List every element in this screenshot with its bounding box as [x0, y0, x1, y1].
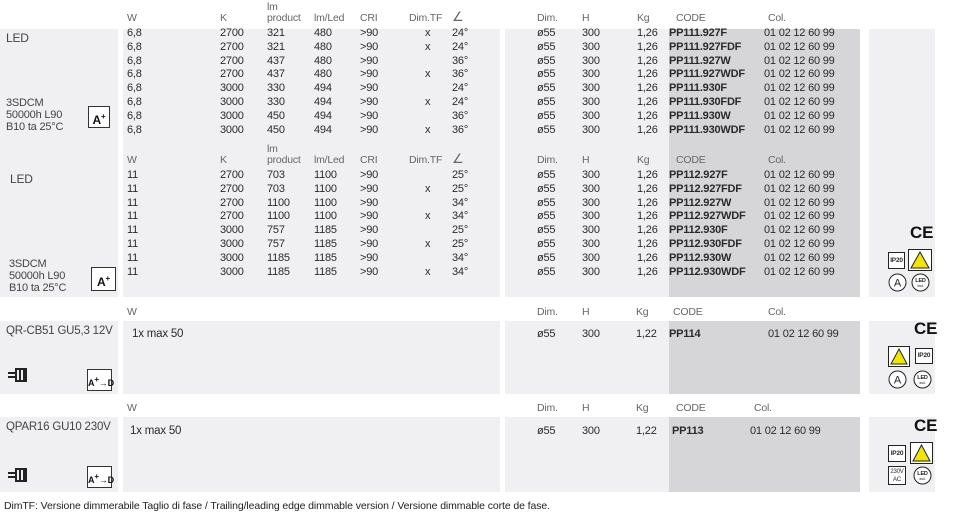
section-1-cell-lm: 321 — [267, 40, 285, 53]
section-2-header-lm-led: lm/Led — [314, 154, 345, 166]
section-2-cell-k: 3000 — [220, 224, 244, 237]
section-1-cell-ang: 36° — [452, 109, 469, 122]
section-1-header-lm-product-2: product — [267, 12, 301, 24]
section-1-cell-h: 300 — [582, 82, 600, 95]
section-1-cell-k: 3000 — [220, 123, 244, 136]
ip20-icon: IP20 — [888, 252, 905, 269]
section-3-type-label: QR-CB51 GU5,3 12V — [6, 325, 113, 337]
section-2-cell-kg: 1,26 — [637, 210, 658, 223]
lamp-socket-icon — [6, 366, 28, 384]
section-1-energy-class-badge: A+ — [88, 106, 110, 128]
section-3-wattage: 1x max 50 — [132, 328, 184, 340]
section-2-cell-ang: 25° — [452, 182, 469, 195]
section-1-cell-w: 6,8 — [127, 27, 142, 39]
a-class-circle-icon — [888, 273, 907, 292]
section-1-cell-dim: ø55 — [537, 123, 556, 136]
section-2-header-lm-product-2: product — [267, 154, 301, 166]
section-2-cell-tf: x — [425, 182, 431, 195]
section-2-cell-lmled: 1100 — [314, 182, 337, 195]
section-1-cell-code: PP111.930FDF — [669, 96, 742, 108]
section-1-cell-kg: 1,26 — [637, 109, 658, 122]
section-1-header-dim: Dim. — [537, 12, 558, 24]
section-2-cell-col: 01 02 12 60 99 — [764, 182, 835, 195]
section-1-cell-w: 6,8 — [127, 40, 142, 53]
section-1-cell-w: 6,8 — [127, 68, 142, 81]
section-2-cell-dim: ø55 — [537, 251, 556, 264]
section-1-cell-kg: 1,26 — [637, 27, 658, 39]
section-1-cell-lm: 330 — [267, 82, 285, 95]
section-1-header-kg: Kg — [637, 12, 650, 24]
section-2-cell-code: PP112.930FDF — [669, 238, 742, 250]
section-2-cell-col: 01 02 12 60 99 — [764, 265, 835, 278]
section-2-cell-dim: ø55 — [537, 169, 556, 181]
section-1-cell-ang: 24° — [452, 82, 469, 95]
section-2-cell-w: 11 — [127, 224, 139, 237]
svg-text:A: A — [893, 374, 902, 387]
section-2-cell-lm: 703 — [267, 182, 285, 195]
svg-text:LED: LED — [917, 471, 928, 477]
section-1-cell-ang: 24° — [452, 40, 469, 53]
section-1-cell-col: 01 02 12 60 99 — [764, 109, 835, 122]
ce-mark-icon: CE — [914, 416, 938, 435]
section-1-cell-w: 6,8 — [127, 96, 142, 108]
section-1-cell-kg: 1,26 — [637, 68, 658, 81]
section-2-cell-tf: x — [425, 265, 431, 278]
section-2-cell-kg: 1,26 — [637, 182, 658, 195]
section-2-cell-dim: ø55 — [537, 224, 556, 237]
section-2-cell-col: 01 02 12 60 99 — [764, 169, 835, 181]
ce-mark-icon: CE — [914, 319, 938, 338]
section-1-cell-lm: 450 — [267, 109, 285, 122]
led-circle-icon — [913, 370, 932, 389]
section-2-cell-lm: 757 — [267, 238, 285, 250]
section-1-cell-ang: 36° — [452, 54, 469, 67]
section-2-cell-col: 01 02 12 60 99 — [764, 251, 835, 264]
section-1-cell-col: 01 02 12 60 99 — [764, 68, 835, 81]
section-2-cell-kg: 1,26 — [637, 238, 658, 250]
section-2-cell-lm: 1100 — [267, 196, 290, 209]
section-1-cell-cri: >90 — [360, 123, 379, 136]
section-1-cell-code: PP111.927F — [669, 27, 727, 39]
section-2-cell-w: 11 — [127, 265, 139, 278]
section-1-cell-code: PP111.930W — [669, 109, 731, 122]
section-4-h: 300 — [582, 425, 600, 437]
section-2-header-dim: Dim. — [537, 154, 558, 166]
section-1-cell-h: 300 — [582, 40, 600, 53]
section-1-cell-dim: ø55 — [537, 109, 556, 122]
section-2-cell-h: 300 — [582, 210, 600, 223]
section-1-cell-h: 300 — [582, 27, 600, 39]
section-2-cell-w: 11 — [127, 238, 139, 250]
footer-note: DimTF: Versione dimmerabile Taglio di fase / Trailing/leading edge dimmable version / Versione dimmable corte de fase. — [4, 500, 550, 512]
section-1-cell-tf: x — [425, 123, 431, 136]
section-2-lifetime-line-1: 3SDCM — [9, 258, 47, 270]
section-1-cell-tf: x — [425, 68, 431, 81]
section-4-dim: ø55 — [537, 425, 556, 437]
section-1-cell-cri: >90 — [360, 82, 379, 95]
section-2-cell-kg: 1,26 — [637, 224, 658, 237]
section-2-header-col: Col. — [768, 154, 786, 166]
section-2-cell-h: 300 — [582, 196, 600, 209]
section-1-cell-k: 2700 — [220, 68, 244, 81]
section-2-cell-code: PP112.930W — [669, 251, 732, 264]
section-2-cell-w: 11 — [127, 182, 139, 195]
section-4-header-w: W — [127, 402, 137, 414]
ce-mark-icon: CE — [910, 223, 934, 242]
section-1-cell-ang: 36° — [452, 68, 469, 81]
section-2-cell-lm: 703 — [267, 169, 285, 181]
section-2-cell-lmled: 1100 — [314, 169, 337, 181]
section-2-cell-lmled: 1185 — [314, 265, 337, 278]
svg-text:incl.: incl. — [917, 283, 924, 288]
led-circle-icon — [911, 273, 930, 292]
section-4-code: PP113 — [672, 425, 704, 437]
section-1-cell-k: 3000 — [220, 96, 244, 108]
section-1-cell-code: PP111.927WDF — [669, 68, 745, 81]
section-1-cell-h: 300 — [582, 109, 600, 122]
section-2-cell-col: 01 02 12 60 99 — [764, 210, 835, 223]
section-1-cell-w: 6,8 — [127, 54, 142, 67]
section-2-cell-dim: ø55 — [537, 210, 556, 223]
section-2-lifetime-line-2: 50000h L90 — [9, 270, 66, 282]
section-1-cell-kg: 1,26 — [637, 96, 658, 108]
section-1-header-code: CODE — [676, 12, 706, 24]
section-4-header-kg: Kg — [636, 402, 649, 414]
section-2-cell-ang: 34° — [452, 265, 469, 278]
section-2-cell-kg: 1,26 — [637, 169, 658, 181]
section-1-cell-cri: >90 — [360, 40, 379, 53]
section-1-cell-tf: x — [425, 40, 431, 53]
section-3-col: 01 02 12 60 99 — [768, 328, 839, 340]
section-2-cell-lmled: 1100 — [314, 196, 337, 209]
section-1-cell-col: 01 02 12 60 99 — [764, 82, 835, 95]
section-1-cell-k: 3000 — [220, 82, 244, 95]
section-3-code: PP114 — [669, 328, 701, 340]
section-1-cell-dim: ø55 — [537, 68, 556, 81]
section-2-header-lm-product-1: lm — [267, 143, 278, 155]
section-2-cell-code: PP112.927F — [669, 169, 728, 181]
section-2-cell-code: PP112.930F — [669, 224, 728, 237]
section-1-cell-lmled: 480 — [314, 40, 332, 53]
section-2-cell-lm: 1100 — [267, 210, 290, 223]
section-1-cell-code: PP111.930F — [669, 82, 727, 95]
section-1-cell-cri: >90 — [360, 109, 379, 122]
section-1-cell-col: 01 02 12 60 99 — [764, 96, 835, 108]
section-2-lifetime-line-3: B10 ta 25°C — [9, 282, 67, 294]
section-2-header-kg: Kg — [637, 154, 650, 166]
section-2-cell-ang: 25° — [452, 169, 469, 181]
section-2-cell-lmled: 1100 — [314, 210, 337, 223]
section-3-header-col: Col. — [768, 306, 786, 318]
lamp-socket-icon — [6, 466, 28, 484]
section-2-cell-ang: 34° — [452, 210, 469, 223]
section-1-cell-dim: ø55 — [537, 54, 556, 67]
section-2-cell-cri: >90 — [360, 196, 379, 209]
section-1-cell-k: 2700 — [220, 27, 244, 39]
section-2-header-cri: CRI — [360, 154, 378, 166]
section-2-cell-cri: >90 — [360, 238, 379, 250]
svg-text:LED: LED — [917, 375, 928, 381]
section-1-header-w: W — [127, 12, 137, 24]
section-1-cell-kg: 1,26 — [637, 54, 658, 67]
section-2-header-dimtf: Dim.TF — [409, 154, 443, 166]
section-2-header-h: H — [582, 154, 590, 166]
section-1-cell-h: 300 — [582, 123, 600, 136]
section-1-cell-w: 6,8 — [127, 123, 142, 136]
section-2-cell-col: 01 02 12 60 99 — [764, 224, 835, 237]
section-1-cell-cri: >90 — [360, 27, 379, 39]
section-2-cell-tf: x — [425, 210, 431, 223]
section-1-header-k: K — [220, 12, 227, 24]
section-2-cell-lm: 757 — [267, 224, 285, 237]
section-2-cell-lm: 1185 — [267, 265, 290, 278]
section-2-cell-h: 300 — [582, 238, 600, 250]
section-1-cell-lm: 450 — [267, 123, 285, 136]
section-2-cell-cri: >90 — [360, 224, 379, 237]
section-2-cell-tf: x — [425, 238, 431, 250]
section-2-cell-dim: ø55 — [537, 265, 556, 278]
section-1-cell-lmled: 494 — [314, 96, 332, 108]
section-1-cell-cri: >90 — [360, 68, 379, 81]
section-1-cell-col: 01 02 12 60 99 — [764, 27, 835, 39]
section-1-cell-lm: 437 — [267, 54, 285, 67]
section-2-cell-k: 3000 — [220, 265, 244, 278]
section-1-type-label: LED — [6, 31, 29, 45]
section-1-cell-h: 300 — [582, 96, 600, 108]
section-1-cell-col: 01 02 12 60 99 — [764, 54, 835, 67]
warning-triangle-icon — [888, 346, 910, 367]
section-2-cell-kg: 1,26 — [637, 196, 658, 209]
section-4-energy-class-badge: A+→D — [87, 466, 112, 488]
section-3-header-code: CODE — [673, 306, 703, 318]
section-1-cell-dim: ø55 — [537, 27, 556, 39]
section-2-cell-k: 2700 — [220, 210, 244, 223]
section-1-cell-cri: >90 — [360, 96, 379, 108]
section-2-cell-lm: 1185 — [267, 251, 290, 264]
section-1-cell-k: 2700 — [220, 54, 244, 67]
section-2-header-code: CODE — [676, 154, 706, 166]
section-1-cell-kg: 1,26 — [637, 123, 658, 136]
section-2-cell-code: PP112.927WDF — [669, 210, 746, 223]
section-1-cell-lm: 321 — [267, 27, 285, 39]
section-2-cell-dim: ø55 — [537, 196, 556, 209]
section-2-cell-cri: >90 — [360, 182, 379, 195]
section-1-cell-tf: x — [425, 96, 431, 108]
section-1-cell-lmled: 480 — [314, 68, 332, 81]
svg-text:incl.: incl. — [919, 380, 926, 385]
section-3-energy-class-badge: A+→D — [87, 369, 112, 391]
section-4-header-dim: Dim. — [537, 402, 558, 414]
section-4-header-col: Col. — [754, 402, 772, 414]
section-1-cell-ang: 24° — [452, 27, 469, 39]
section-1-cell-tf: x — [425, 27, 431, 39]
section-1-cell-lmled: 480 — [314, 54, 332, 67]
section-3-h: 300 — [582, 328, 600, 340]
section-3-header-dim: Dim. — [537, 306, 558, 318]
section-1-cell-col: 01 02 12 60 99 — [764, 40, 835, 53]
section-1-left-panel — [0, 29, 118, 297]
section-1-cell-dim: ø55 — [537, 96, 556, 108]
svg-text:incl.: incl. — [919, 476, 926, 481]
section-1-cell-code: PP111.930WDF — [669, 123, 745, 136]
section-4-header-h: H — [582, 402, 590, 414]
section-1-cell-w: 6,8 — [127, 82, 142, 95]
230v-ac-icon: 230V AC — [888, 466, 906, 485]
section-2-cell-h: 300 — [582, 182, 600, 195]
section-1-header-cri: CRI — [360, 12, 378, 24]
section-3-header-kg: Kg — [636, 306, 649, 318]
section-1-cell-lm: 330 — [267, 96, 285, 108]
section-2-header-w: W — [127, 154, 137, 166]
section-2-cell-ang: 25° — [452, 224, 469, 237]
svg-text:A: A — [893, 277, 902, 290]
section-2-cell-lmled: 1185 — [314, 251, 337, 264]
section-2-cell-k: 3000 — [220, 238, 244, 250]
section-2-cell-col: 01 02 12 60 99 — [764, 238, 835, 250]
section-2-cell-cri: >90 — [360, 210, 379, 223]
section-1-cell-k: 2700 — [220, 40, 244, 53]
section-2-cell-kg: 1,26 — [637, 251, 658, 264]
section-2-cell-cri: >90 — [360, 169, 379, 181]
section-1-cell-col: 01 02 12 60 99 — [764, 123, 835, 136]
section-3-dim: ø55 — [537, 328, 556, 340]
section-4-col: 01 02 12 60 99 — [750, 425, 821, 437]
warning-triangle-icon — [908, 249, 932, 271]
section-1-main-panel — [123, 29, 500, 297]
section-2-cell-dim: ø55 — [537, 182, 556, 195]
section-1-header-h: H — [582, 12, 590, 24]
section-1-cell-k: 3000 — [220, 109, 244, 122]
section-2-cell-k: 2700 — [220, 196, 244, 209]
section-1-cell-w: 6,8 — [127, 109, 142, 122]
section-2-cell-lmled: 1185 — [314, 224, 337, 237]
section-1-lifetime-line-1: 3SDCM — [6, 97, 44, 109]
section-1-header-lm-led: lm/Led — [314, 12, 345, 24]
section-2-cell-dim: ø55 — [537, 238, 556, 250]
ip20-icon: IP20 — [915, 348, 933, 364]
section-4-type-label: QPAR16 GU10 230V — [6, 421, 111, 433]
section-2-cell-col: 01 02 12 60 99 — [764, 196, 835, 209]
section-2-energy-class-badge: A+ — [91, 267, 116, 291]
section-1-cell-lmled: 494 — [314, 82, 332, 95]
section-1-cell-lmled: 480 — [314, 27, 332, 39]
section-2-cell-k: 2700 — [220, 182, 244, 195]
section-3-header-h: H — [582, 306, 590, 318]
section-2-cell-kg: 1,26 — [637, 265, 658, 278]
section-1-cell-ang: 36° — [452, 123, 469, 136]
warning-triangle-icon — [910, 442, 933, 464]
section-1-cell-h: 300 — [582, 68, 600, 81]
section-2-cell-h: 300 — [582, 224, 600, 237]
section-2-cell-k: 3000 — [220, 251, 244, 264]
section-2-cell-code: PP112.927W — [669, 196, 732, 209]
section-1-cell-kg: 1,26 — [637, 40, 658, 53]
section-2-type-label: LED — [10, 172, 33, 186]
section-4-header-code: CODE — [676, 402, 706, 414]
section-1-header-dimtf: Dim.TF — [409, 12, 443, 24]
section-1-lifetime-line-2: 50000h L90 — [6, 109, 63, 121]
section-2-cell-ang: 34° — [452, 196, 469, 209]
section-1-header-angle: ∠ — [452, 9, 464, 24]
section-1-cell-dim: ø55 — [537, 40, 556, 53]
section-1-cell-kg: 1,26 — [637, 82, 658, 95]
section-1-cell-lmled: 494 — [314, 123, 332, 136]
section-2-cell-w: 11 — [127, 196, 139, 209]
section-2-cell-cri: >90 — [360, 251, 379, 264]
section-2-cell-w: 11 — [127, 210, 139, 223]
section-1-lifetime-line-3: B10 ta 25°C — [6, 121, 64, 133]
section-2-cell-h: 300 — [582, 265, 600, 278]
section-4-kg: 1,22 — [636, 425, 657, 437]
led-circle-icon — [913, 466, 932, 485]
section-1-cell-lm: 437 — [267, 68, 285, 81]
section-2-cell-h: 300 — [582, 251, 600, 264]
section-4-wattage: 1x max 50 — [130, 425, 182, 437]
section-2-cell-w: 11 — [127, 169, 139, 181]
section-2-cell-ang: 34° — [452, 251, 469, 264]
section-2-header-k: K — [220, 154, 227, 166]
section-1-header-lm-product-1: lm — [267, 1, 278, 13]
section-1-cell-ang: 24° — [452, 96, 469, 108]
a-class-circle-icon — [888, 370, 907, 389]
section-1-cell-h: 300 — [582, 54, 600, 67]
section-2-cell-ang: 25° — [452, 238, 469, 250]
svg-text:LED: LED — [915, 278, 926, 284]
section-2-cell-cri: >90 — [360, 265, 379, 278]
section-2-cell-code: PP112.930WDF — [669, 265, 746, 278]
section-1-cell-dim: ø55 — [537, 82, 556, 95]
ip20-icon: IP20 — [888, 445, 906, 462]
section-1-header-col: Col. — [768, 12, 786, 24]
section-2-header-angle: ∠ — [452, 151, 464, 166]
section-1-cell-code: PP111.927W — [669, 54, 731, 67]
section-1-cell-lmled: 494 — [314, 109, 332, 122]
section-3-header-w: W — [127, 306, 137, 318]
section-2-cell-h: 300 — [582, 169, 600, 181]
section-1-cell-code: PP111.927FDF — [669, 40, 742, 53]
section-2-cell-code: PP112.927FDF — [669, 182, 742, 195]
section-2-cell-k: 2700 — [220, 169, 244, 181]
section-3-kg: 1,22 — [636, 328, 657, 340]
section-2-cell-w: 11 — [127, 251, 139, 264]
section-2-cell-lmled: 1185 — [314, 238, 337, 250]
section-1-cell-cri: >90 — [360, 54, 379, 67]
